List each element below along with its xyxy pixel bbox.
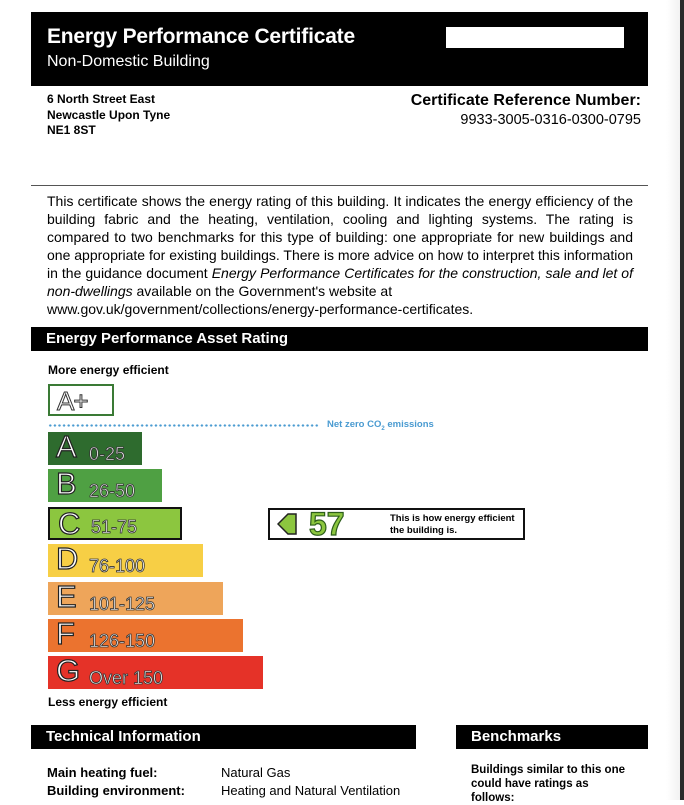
band-b — [48, 466, 162, 502]
net-zero-subscript: 2 — [381, 425, 385, 432]
page-edge-shadow — [666, 0, 680, 800]
certificate-reference — [411, 92, 641, 129]
band-letter: F — [56, 616, 75, 651]
current-rating-indicator — [268, 508, 525, 540]
viewer-edge — [680, 0, 684, 800]
band-c — [48, 507, 182, 540]
band-d — [48, 541, 203, 577]
more-efficient-label: More energy efficient — [48, 363, 169, 377]
divider — [31, 185, 648, 186]
net-zero-text-end: emissions — [384, 419, 434, 430]
address-postcode: NE1 8ST — [47, 123, 96, 137]
address-line-2: Newcastle Upon Tyne — [47, 107, 171, 122]
band-range: 0-25 — [89, 444, 126, 464]
certificate-subtitle: Non-Domestic Building — [47, 53, 210, 70]
net-zero-dotted-line — [48, 424, 320, 427]
technical-information-heading: Technical Information — [31, 725, 416, 749]
band-range: 51-75 — [91, 516, 138, 537]
tech-label: Building environment: — [47, 783, 185, 798]
band-a — [48, 429, 142, 465]
benchmarks-heading: Benchmarks — [456, 725, 648, 749]
reference-label: Certificate Reference Number: — [410, 92, 641, 109]
band-letter: A — [56, 429, 77, 464]
guidance-document-title: Energy Performance Certificates for the construction, sale and let of non-dwellings — [47, 265, 633, 299]
reference-number: 9933-3005-0316-0300-0795 — [460, 112, 641, 128]
intro-paragraph — [47, 192, 633, 318]
band-letter: D — [56, 541, 79, 577]
band-g — [48, 653, 263, 689]
current-rating-message — [390, 513, 515, 537]
tech-label: Main heating fuel: — [47, 765, 158, 780]
band-range: 26-50 — [89, 481, 136, 502]
tech-value: Natural Gas — [221, 765, 291, 780]
band-a-plus-label: A+ — [57, 386, 88, 416]
band-range: 101-125 — [89, 593, 156, 614]
band-letter: G — [56, 653, 81, 689]
net-zero-label — [327, 419, 434, 432]
address-line-1: 6 North Street East — [47, 92, 156, 106]
intro-text: This certificate shows the energy rating of this building. It indicates the energy efficiency of the building fabric and the heating, ventilation, cooling and lighting systems. The rating is compared to two benchmarks for this type of building: one appropriate for new buildings and one appropriate for existing buildings. There is more advice on how to interpret this information in the guidance document — [47, 193, 633, 281]
property-address — [47, 92, 170, 139]
band-letter: B — [56, 466, 77, 502]
band-range: 76-100 — [89, 556, 146, 577]
tech-value: Heating and Natural Ventilation — [221, 783, 401, 798]
asset-rating-heading: Energy Performance Asset Rating — [31, 327, 648, 351]
band-range: Over 150 — [89, 668, 164, 689]
band-letter: E — [56, 578, 77, 614]
intro-text-cont: available on the Government's website at — [132, 283, 393, 299]
certificate-header — [31, 12, 648, 86]
band-range: 126-150 — [89, 631, 156, 651]
pointer-arrow-icon — [277, 513, 297, 535]
certificate-title: Energy Performance Certificate — [47, 25, 355, 48]
current-rating-message-line-2: the building is. — [390, 525, 458, 536]
band-e — [48, 578, 223, 615]
government-url: www.gov.uk/government/collections/energy-performance-certificates. — [47, 301, 474, 317]
band-a-plus — [48, 384, 114, 416]
band-f — [48, 616, 243, 652]
band-letter: C — [58, 505, 81, 541]
net-zero-text: Net zero CO — [327, 419, 382, 430]
current-rating-message-line-1: This is how energy efficient — [390, 513, 515, 524]
current-rating-score: 57 — [309, 506, 345, 542]
benchmarks-description: Buildings similar to this one could have ratings as follows: — [471, 764, 625, 804]
header-blank-box — [446, 27, 624, 48]
less-efficient-label: Less energy efficient — [48, 695, 168, 709]
